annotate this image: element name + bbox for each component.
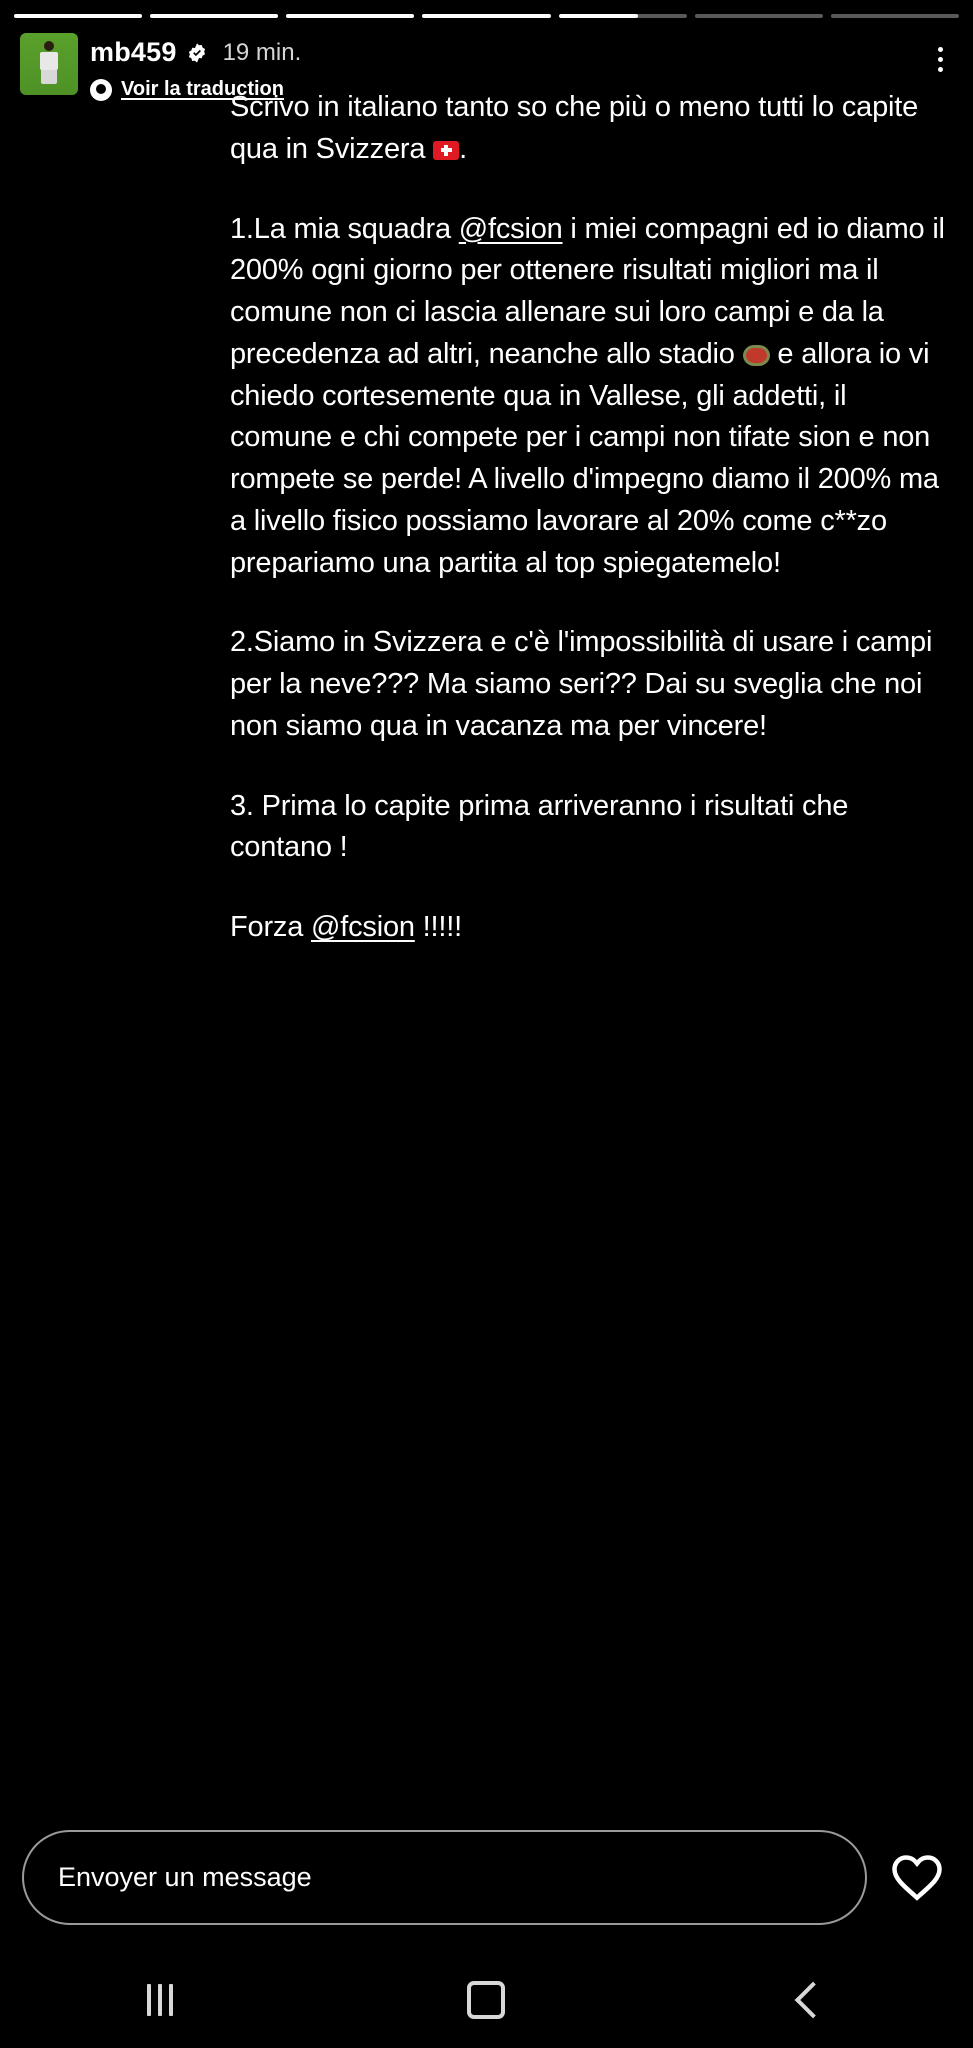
story-progress-bar bbox=[0, 0, 973, 19]
see-translation-label: Voir la traduction bbox=[121, 78, 284, 100]
timestamp-label: 19 min. bbox=[222, 38, 302, 66]
story-progress-segment[interactable] bbox=[831, 14, 959, 18]
caption-text: e allora io vi chiedo cortesemente qua in Vallese, gli addetti, il comune e chi compete per i campi non tifate sion e non rompete se perde! A livello d'impegno diamo il 200% ma a livello fisico possiamo lavorare al 20% come c**zo prepariamo una partita al top spiegatemelo! bbox=[230, 337, 939, 579]
caption-text: Scrivo in italiano tanto so che più o meno tutti lo capite qua in Svizzera bbox=[230, 91, 919, 165]
avatar-figure bbox=[40, 41, 58, 85]
username-label[interactable]: mb459 bbox=[90, 37, 177, 67]
message-input[interactable] bbox=[22, 1830, 867, 1925]
story-progress-segment-active[interactable] bbox=[559, 14, 687, 18]
avatar[interactable] bbox=[20, 33, 78, 95]
mention-link-fcsion[interactable]: @fcsion bbox=[311, 911, 415, 943]
story-caption bbox=[0, 87, 973, 1802]
story-progress-segment[interactable] bbox=[695, 14, 823, 18]
swiss-flag-emoji bbox=[433, 141, 459, 160]
mention-link-fcsion[interactable]: @fcsion bbox=[458, 212, 563, 245]
home-icon[interactable] bbox=[467, 1981, 505, 2019]
heart-icon[interactable] bbox=[887, 1847, 947, 1907]
caption-text: 1.La mia squadra bbox=[230, 212, 459, 245]
verified-badge-icon bbox=[186, 42, 208, 64]
caption-paragraph-5 bbox=[230, 907, 947, 949]
caption-text: !!!!! bbox=[414, 911, 462, 943]
story-progress-segment[interactable] bbox=[150, 14, 278, 18]
stadium-emoji bbox=[743, 345, 770, 366]
translate-icon bbox=[90, 79, 112, 101]
story-progress-segment[interactable] bbox=[14, 14, 142, 18]
caption-paragraph-3: 2.Siamo in Svizzera e c'è l'impossibilità di usare i campi per la neve??? Ma siamo seri?? Dai su sveglia che noi non siamo qua in vacanza ma per vincere! bbox=[230, 626, 933, 742]
caption-paragraph-2 bbox=[230, 209, 947, 585]
caption-paragraph-4: 3. Prima lo capite prima arriveranno i risultati che contano ! bbox=[230, 789, 849, 864]
caption-text: i miei compagni ed io diamo il 200% ogni giorno per ottenere risultati migliori ma il comune non ci lascia allenare sui loro campi e da la precedenza ad altri, neanche allo stadio bbox=[230, 212, 945, 370]
avatar-figure-legs bbox=[41, 70, 57, 84]
story-progress-segment[interactable] bbox=[286, 14, 414, 18]
caption-paragraph-1 bbox=[230, 87, 947, 171]
recent-apps-icon[interactable] bbox=[147, 1984, 173, 2016]
caption-text: . bbox=[459, 132, 467, 165]
message-input-placeholder: Envoyer un message bbox=[58, 1861, 312, 1892]
avatar-figure-head bbox=[44, 41, 54, 51]
username-row bbox=[90, 37, 913, 68]
story-footer bbox=[0, 1802, 973, 1952]
story-progress-segment[interactable] bbox=[422, 14, 550, 18]
more-options-icon[interactable] bbox=[925, 33, 955, 72]
avatar-figure-torso bbox=[40, 52, 58, 70]
back-icon[interactable] bbox=[794, 1982, 831, 2019]
android-navigation-bar bbox=[0, 1952, 973, 2048]
caption-text: Forza bbox=[230, 911, 311, 943]
